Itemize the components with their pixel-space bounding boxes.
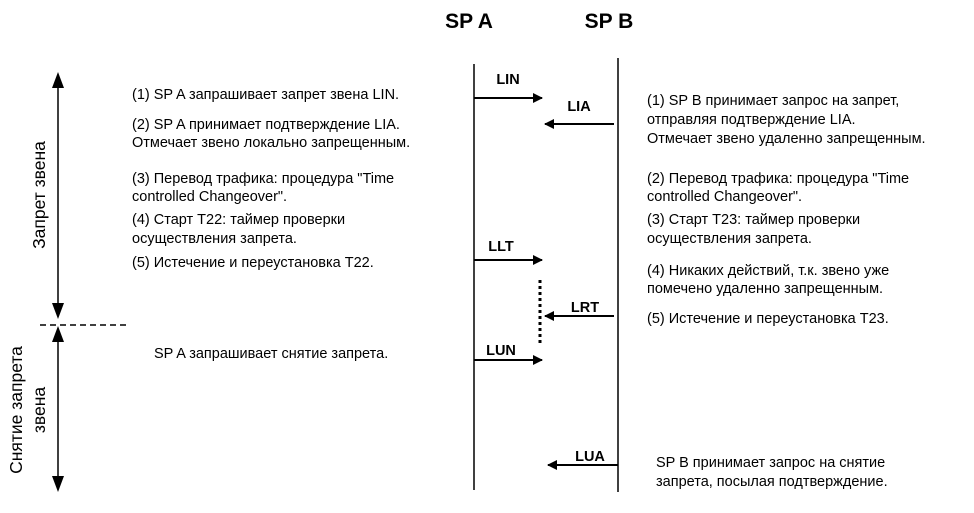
sp-a-step-5: (5) Истечение и переустановка Т22. bbox=[132, 255, 374, 271]
sp-a-step-3-line1: (3) Перевод трафика: процедура "Time bbox=[132, 171, 395, 187]
sp-b-uninhibit-ack-line1: SP B принимает запрос на снятие bbox=[656, 455, 886, 471]
sp-b-step-3-line1: (3) Старт Т23: таймер проверки bbox=[647, 212, 861, 228]
lin-label: LIN bbox=[496, 72, 520, 88]
sp-b-step-1-line3: Отмечает звено удаленно запрещенным. bbox=[647, 131, 926, 147]
uninhibit-phase-arrow bbox=[52, 326, 64, 492]
sp-b-step-3-line2: осуществления запрета. bbox=[647, 231, 812, 247]
inhibit-phase-arrow bbox=[52, 72, 64, 319]
sp-a-step-4-line1: (4) Старт Т22: таймер проверки bbox=[132, 212, 346, 228]
sp-b-step-1-line1: (1) SP B принимает запрос на запрет, bbox=[647, 93, 900, 109]
sp-a-step-3-line2: controlled Changeover". bbox=[132, 189, 288, 205]
sp-b-step-4-line1: (4) Никаких действий, т.к. звено уже bbox=[647, 263, 890, 279]
lun-label: LUN bbox=[486, 343, 516, 359]
sp-a-step-2-line1: (2) SP A принимает подтверждение LIA. bbox=[132, 117, 400, 133]
lrt-label: LRT bbox=[570, 300, 600, 316]
lua-label: LUA bbox=[575, 449, 605, 465]
sp-a-header: SP A bbox=[445, 10, 493, 33]
sp-a-uninhibit-request: SP A запрашивает снятие запрета. bbox=[154, 346, 389, 362]
sp-b-step-5: (5) Истечение и переустановка Т23. bbox=[647, 311, 889, 327]
inhibit-phase-label: Запрет звена bbox=[29, 141, 49, 249]
sp-a-step-2-line2: Отмечает звено локально запрещенным. bbox=[132, 135, 411, 151]
uninhibit-phase-label-line2: звена bbox=[29, 386, 49, 434]
sp-a-step-4-line2: осуществления запрета. bbox=[132, 231, 297, 247]
sp-b-step-2-line1: (2) Перевод трафика: процедура "Time bbox=[647, 171, 910, 187]
sp-b-step-2-line2: controlled Changeover". bbox=[647, 189, 803, 205]
sp-b-header: SP B bbox=[584, 10, 634, 33]
sp-a-step-1: (1) SP A запрашивает запрет звена LIN. bbox=[132, 87, 400, 103]
llt-label: LLT bbox=[488, 239, 514, 255]
lia-label: LIA bbox=[567, 99, 591, 115]
sp-b-step-4-line2: помечено удаленно запрещенным. bbox=[647, 281, 884, 297]
uninhibit-phase-label-line1: Снятие запрета bbox=[6, 346, 26, 474]
sp-b-step-1-line2: отправляя подтверждение LIA. bbox=[647, 112, 856, 128]
sp-b-uninhibit-ack-line2: запрета, посылая подтверждение. bbox=[656, 474, 888, 490]
